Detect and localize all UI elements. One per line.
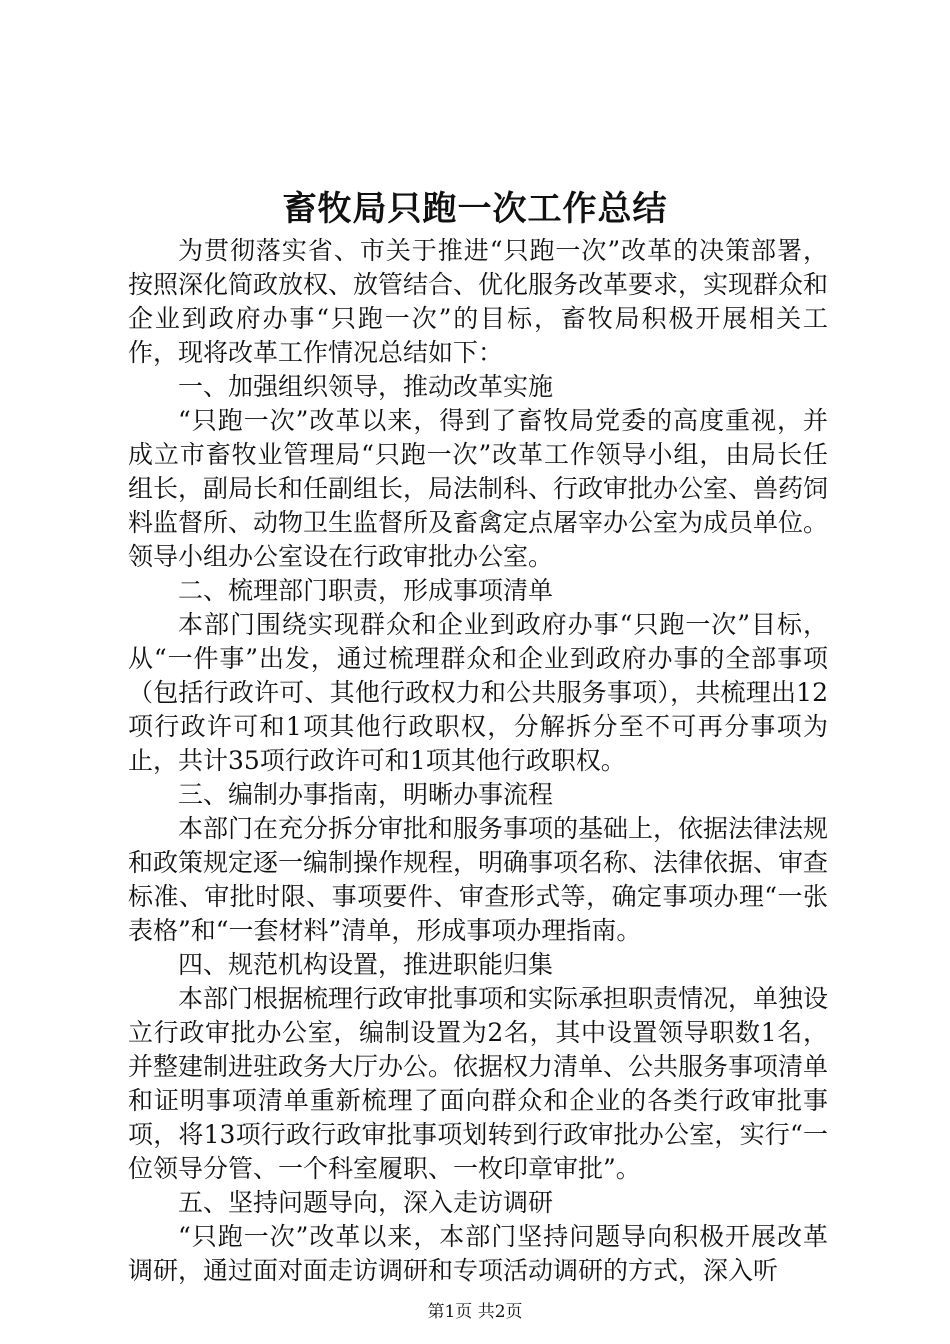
section-paragraph-1: “只跑一次”改革以来，得到了畜牧局党委的高度重视，并成立市畜牧业管理局“只跑一次”改革工作领导小组，由局长任组长，副局长和任副组长，局法制科、行政审批办公室、兽药饲料监督所、动物卫生监督所及畜禽定点屠宰办公室为成员单位。领导小组办公室设在行政审批办公室。	[128, 406, 829, 571]
section-heading-5: 五、坚持问题导向，深入走访调研	[178, 1188, 554, 1217]
section-paragraph-2: 本部门围绕实现群众和企业到政府办事“只跑一次”目标，从“一件事”出发，通过梳理群众和企业到政府办事的全部事项（包括行政许可、其他行政权力和公共服务事项），共梳理出12项行政许可和1项其他行政职权，分解拆分至不可再分事项为止，共计35项行政许可和1项其他行政职权。	[128, 610, 828, 775]
section-heading-1: 一、加强组织领导，推动改革实施	[178, 372, 554, 401]
document-body	[128, 234, 828, 1288]
intro-paragraph: 为贯彻落实省、市关于推进“只跑一次”改革的决策部署，按照深化简政放权、放管结合、优化服务改革要求，实现群众和企业到政府办事“只跑一次”的目标，畜牧局积极开展相关工作，现将改革工作情况总结如下：	[128, 236, 829, 367]
section-paragraph-4: 本部门根据梳理行政审批事项和实际承担职责情况，单独设立行政审批办公室，编制设置为2名，其中设置领导职数1名，并整建制进驻政务大厅办公。依据权力清单、公共服务事项清单和证明事项清单重新梳理了面向群众和企业的各类行政审批事项，将13项行政行政审批事项划转到行政审批办公室，实行“一位领导分管、一个科室履职、一枚印章审批”。	[128, 984, 829, 1183]
section-paragraph-3: 本部门在充分拆分审批和服务事项的基础上，依据法律法规和政策规定逐一编制操作规程，明确事项名称、法律依据、审查标准、审批时限、事项要件、审查形式等，确定事项办理“一张表格”和“一套材料”清单，形成事项办理指南。	[128, 814, 829, 945]
page-footer: 第1页 共2页	[427, 1302, 523, 1322]
document-title: 畜牧局只跑一次工作总结	[282, 189, 668, 229]
section-paragraph-5: “只跑一次”改革以来，本部门坚持问题导向积极开展改革调研，通过面对面走访调研和专项活动调研的方式，深入听	[128, 1222, 828, 1285]
section-heading-3: 三、编制办事指南，明晰办事流程	[178, 780, 554, 809]
section-heading-2: 二、梳理部门职责，形成事项清单	[178, 576, 554, 605]
section-heading-4: 四、规范机构设置，推进职能归集	[178, 950, 554, 979]
